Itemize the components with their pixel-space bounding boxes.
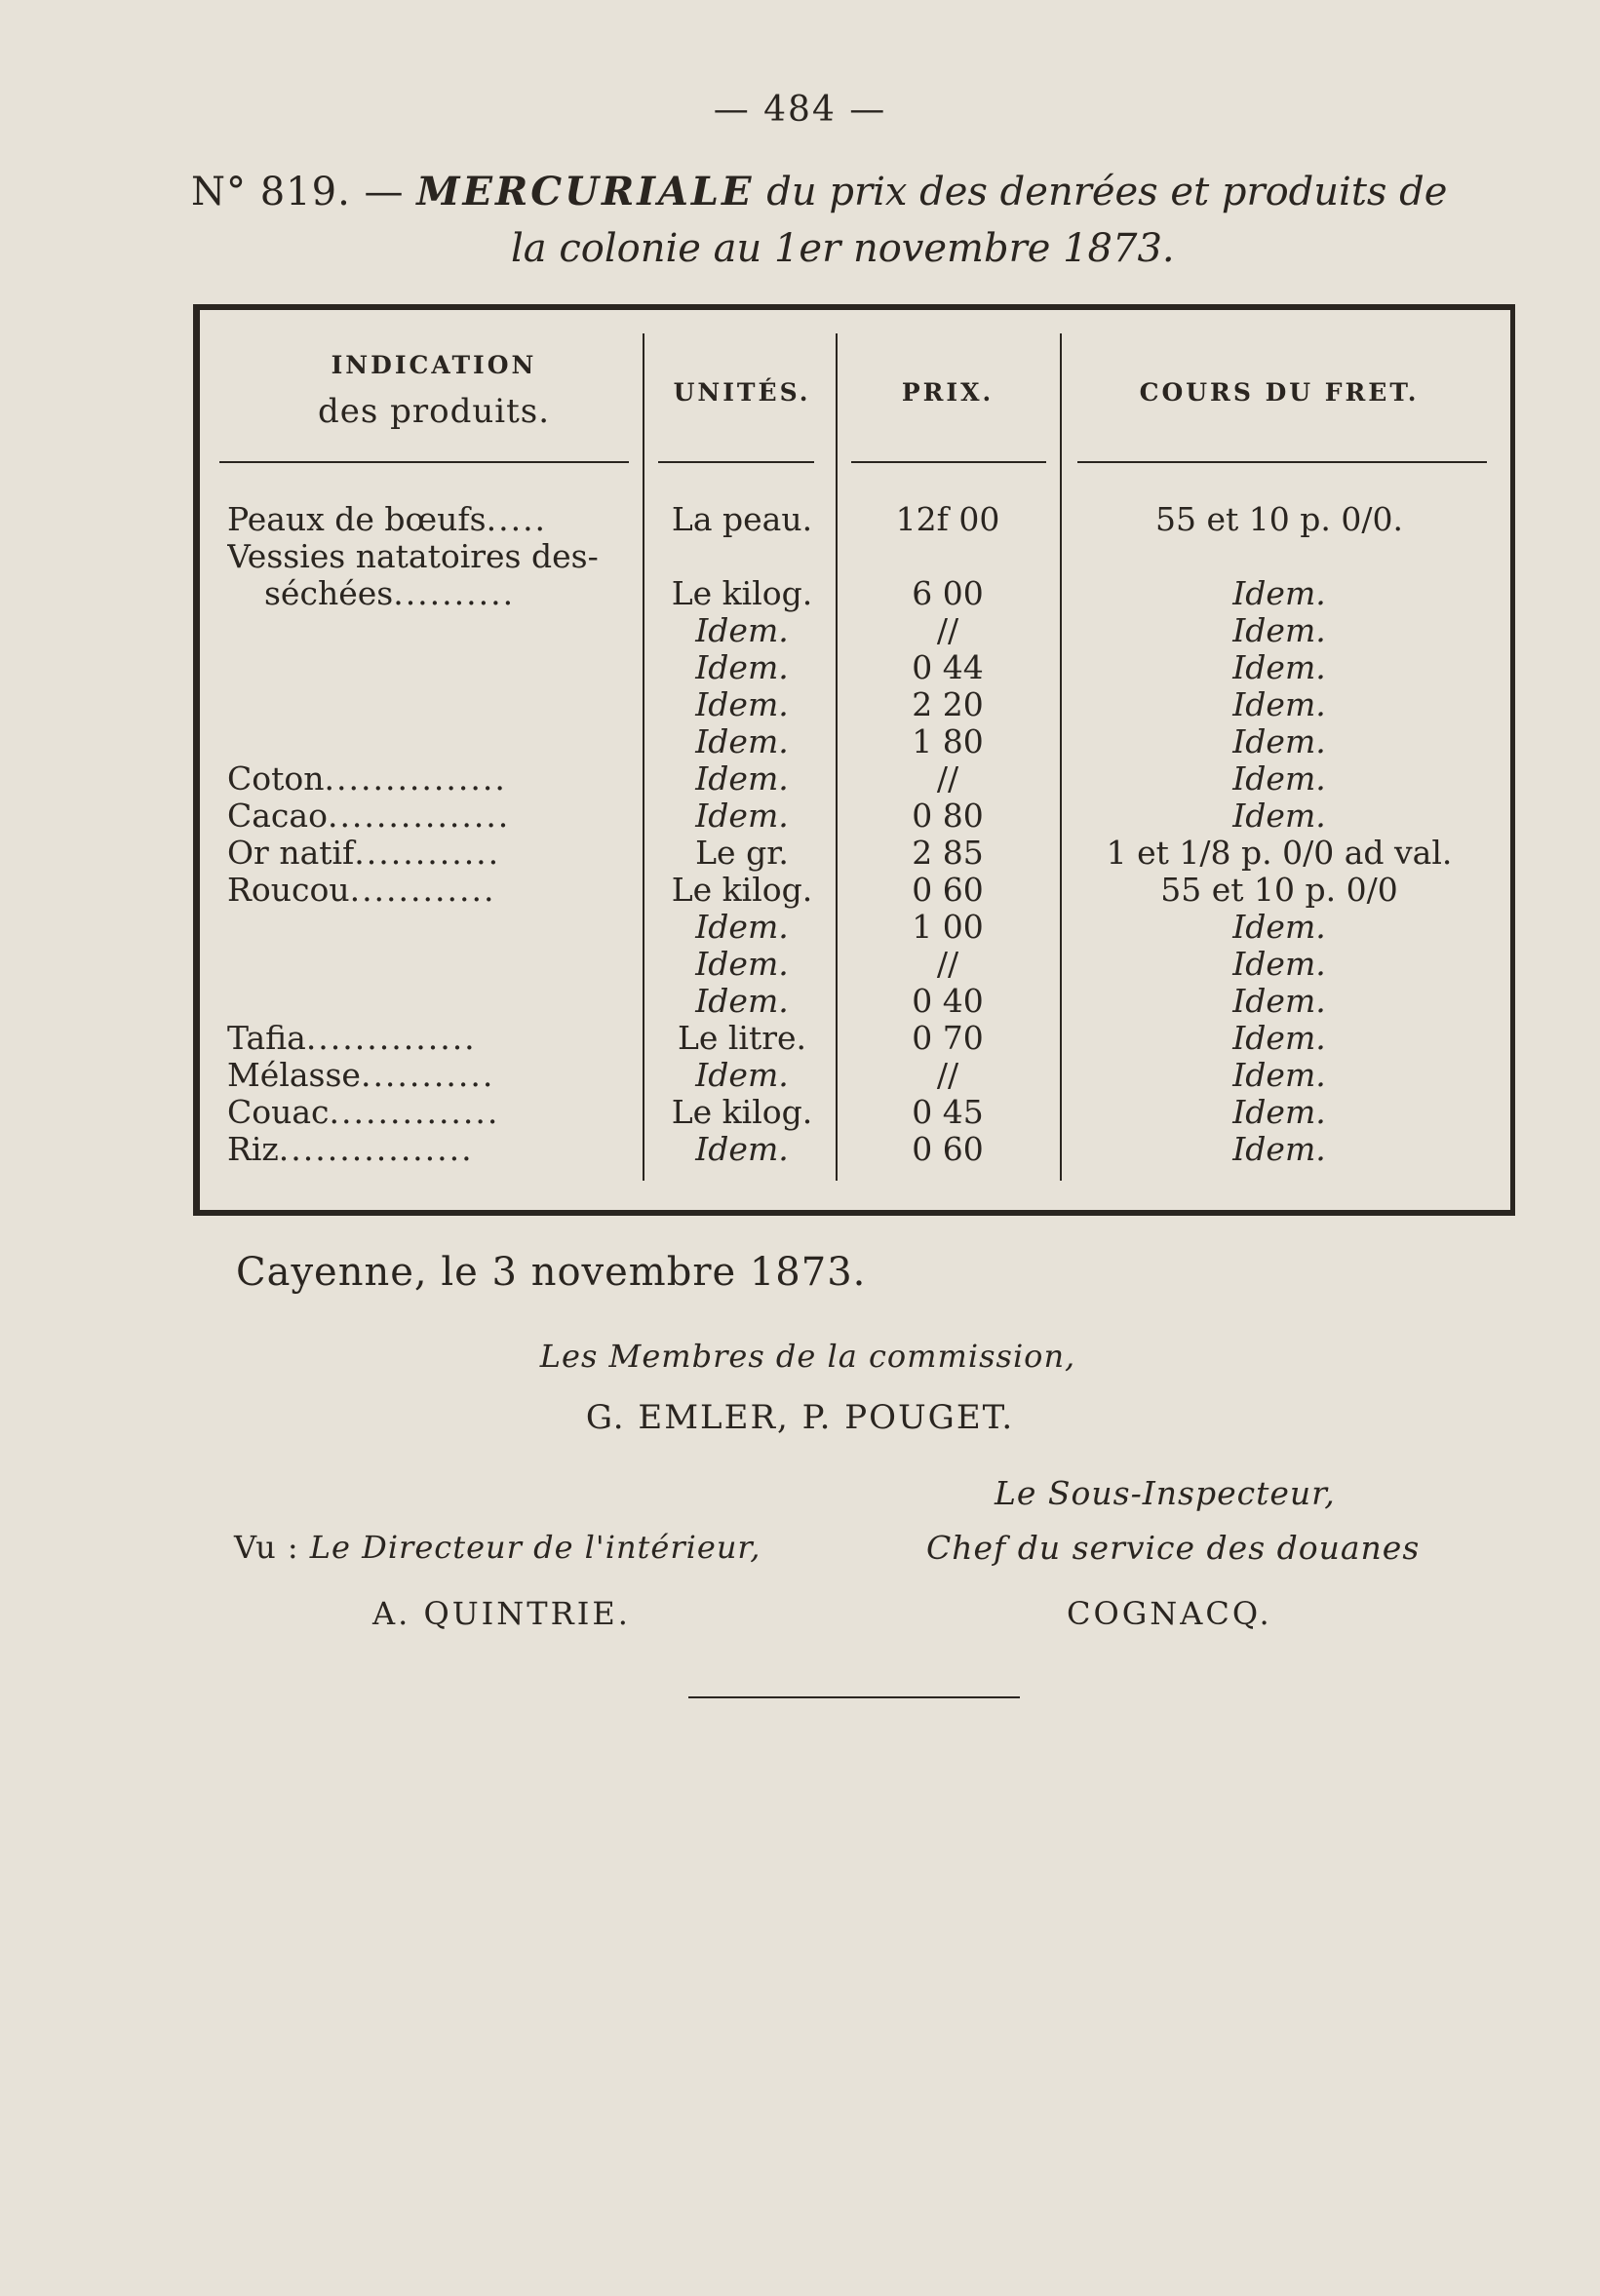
table-body — [200, 501, 1510, 1168]
header-prix: PRIX. — [901, 378, 995, 407]
unit-cell: Idem. — [695, 1130, 789, 1168]
product-cell — [227, 1057, 643, 1094]
leader-dots: .......... — [393, 575, 516, 612]
leader-dots: ..... — [486, 501, 548, 538]
table-row — [200, 872, 1510, 909]
table-row — [200, 501, 1510, 538]
product-cell — [227, 1094, 643, 1131]
unit-cell: Idem. — [695, 685, 789, 723]
chef-title: Chef du service des douanes — [926, 1529, 1421, 1567]
unit-cell: Idem. — [695, 648, 789, 686]
header-unites: UNITÉS. — [673, 378, 811, 407]
product-name: Vessies natatoires des- — [227, 538, 599, 575]
product-cell — [227, 501, 643, 538]
price-cell: 12f 00 — [895, 500, 1000, 538]
vu-title: Le Directeur de l'intérieur, — [309, 1529, 761, 1566]
document-title: MERCURIALE — [416, 169, 755, 214]
price-cell: 0 60 — [912, 871, 984, 909]
vu-prefix: Vu : — [234, 1529, 299, 1566]
unit-cell: Le gr. — [695, 834, 789, 872]
price-cell: 0 45 — [912, 1093, 984, 1131]
fret-cell: Idem. — [1232, 685, 1326, 723]
unit-cell: Idem. — [695, 945, 789, 983]
price-table — [193, 304, 1515, 1216]
header-fret: COURS DU FRET. — [1139, 378, 1420, 407]
table-row — [200, 1094, 1510, 1131]
document-title-rest: du prix des denrées et produits de — [766, 170, 1448, 214]
leader-dots: .............. — [305, 1020, 477, 1057]
price-cell: // — [936, 611, 959, 649]
unit-cell: La peau. — [671, 500, 813, 538]
fret-cell: Idem. — [1232, 908, 1326, 946]
unit-cell: Le kilog. — [671, 1093, 813, 1131]
leader-dots: ............ — [349, 872, 496, 909]
leader-dots: ............ — [354, 835, 501, 872]
table-row — [200, 649, 1510, 686]
table-row — [200, 723, 1510, 760]
header-rule — [658, 461, 814, 463]
fret-cell: Idem. — [1232, 611, 1326, 649]
product-cell — [227, 1020, 643, 1057]
leader-dots: ........... — [360, 1057, 495, 1094]
fret-cell: Idem. — [1232, 982, 1326, 1020]
document-heading — [191, 164, 1527, 277]
table-row — [200, 835, 1510, 872]
fret-cell: Idem. — [1232, 1130, 1326, 1168]
fret-cell: 55 et 10 p. 0/0. — [1155, 500, 1403, 538]
product-name: Riz — [227, 1131, 279, 1168]
unit-cell: Idem. — [695, 797, 789, 835]
unit-cell: Idem. — [695, 611, 789, 649]
price-cell: 0 40 — [912, 982, 984, 1020]
fret-cell: Idem. — [1232, 945, 1326, 983]
leader-dots: ............... — [324, 760, 507, 798]
product-name: séchées — [264, 575, 394, 612]
unit-cell: Idem. — [695, 908, 789, 946]
price-cell: 0 80 — [912, 797, 984, 835]
place-date: Cayenne, le 3 novembre 1873. — [236, 1250, 867, 1295]
product-name: Mélasse — [227, 1057, 361, 1094]
unit-cell: Le kilog. — [671, 574, 813, 612]
document-number: N° 819. — — [191, 170, 405, 214]
price-cell: 1 80 — [912, 722, 984, 760]
unit-cell: Idem. — [695, 722, 789, 760]
unit-cell: Le kilog. — [671, 871, 813, 909]
table-row — [200, 1131, 1510, 1168]
product-cell — [227, 760, 643, 798]
fret-cell: Idem. — [1232, 722, 1326, 760]
price-cell: // — [936, 945, 959, 983]
unit-cell: Idem. — [695, 982, 789, 1020]
commission-line: Les Membres de la commission, — [539, 1338, 1076, 1375]
leader-dots: ............... — [327, 798, 511, 835]
price-cell: // — [936, 759, 959, 798]
table-row — [200, 946, 1510, 983]
product-cell — [227, 798, 643, 835]
header-rule — [851, 461, 1046, 463]
fret-cell: Idem. — [1232, 574, 1326, 612]
unit-cell: Idem. — [695, 759, 789, 798]
fret-cell: Idem. — [1232, 1056, 1326, 1094]
fret-cell: 55 et 10 p. 0/0 — [1160, 871, 1398, 909]
table-row — [200, 575, 1510, 612]
table-row — [200, 1020, 1510, 1057]
product-name: Cacao — [227, 798, 328, 835]
commission-members: G. EMLER, P. POUGET. — [585, 1398, 1015, 1437]
page-number: — 484 — — [713, 90, 887, 130]
table-row — [200, 612, 1510, 649]
signature-quintrie: A. QUINTRIE. — [372, 1595, 631, 1632]
table-row — [200, 983, 1510, 1020]
fret-cell: Idem. — [1232, 797, 1326, 835]
sous-inspecteur-title: Le Sous-Inspecteur, — [995, 1474, 1336, 1512]
table-row — [200, 686, 1510, 723]
price-cell: 2 85 — [912, 834, 984, 872]
product-cell — [227, 872, 643, 909]
signature-cognacq: COGNACQ. — [1067, 1595, 1272, 1632]
table-row — [200, 538, 1510, 575]
fret-cell: Idem. — [1232, 1019, 1326, 1057]
vu-line — [234, 1529, 761, 1566]
fret-cell: Idem. — [1232, 648, 1326, 686]
price-cell: 1 00 — [912, 908, 984, 946]
product-name: Or natif — [227, 835, 355, 872]
leader-dots: ................ — [278, 1131, 474, 1168]
table-row — [200, 798, 1510, 835]
end-rule — [688, 1696, 1020, 1698]
header-rule — [219, 461, 629, 463]
price-cell: 2 20 — [912, 685, 984, 723]
fret-cell: Idem. — [1232, 759, 1326, 798]
price-cell: // — [936, 1056, 959, 1094]
table-row — [200, 760, 1510, 798]
price-cell: 0 60 — [912, 1130, 984, 1168]
price-cell: 0 44 — [912, 648, 984, 686]
fret-cell: 1 et 1/8 p. 0/0 ad val. — [1106, 834, 1453, 872]
product-name: Peaux de bœufs — [227, 501, 487, 538]
product-name: Roucou — [227, 872, 350, 909]
table-row — [200, 1057, 1510, 1094]
product-cell — [227, 835, 643, 872]
product-cell — [227, 575, 643, 612]
product-name: Tafia — [227, 1020, 306, 1057]
product-name: Couac — [227, 1094, 330, 1131]
product-name: Coton — [227, 760, 325, 798]
price-cell: 0 70 — [912, 1019, 984, 1057]
leader-dots: .............. — [329, 1094, 500, 1131]
product-cell — [227, 1131, 643, 1168]
header-indication: INDICATION — [331, 351, 537, 379]
fret-cell: Idem. — [1232, 1093, 1326, 1131]
product-cell — [227, 538, 643, 575]
table-row — [200, 909, 1510, 946]
header-produits: des produits. — [317, 392, 551, 431]
header-rule — [1077, 461, 1487, 463]
unit-cell: Idem. — [695, 1056, 789, 1094]
unit-cell: Le litre. — [677, 1019, 807, 1057]
document-title-line2: la colonie au 1er novembre 1873. — [511, 226, 1175, 271]
price-cell: 6 00 — [912, 574, 984, 612]
